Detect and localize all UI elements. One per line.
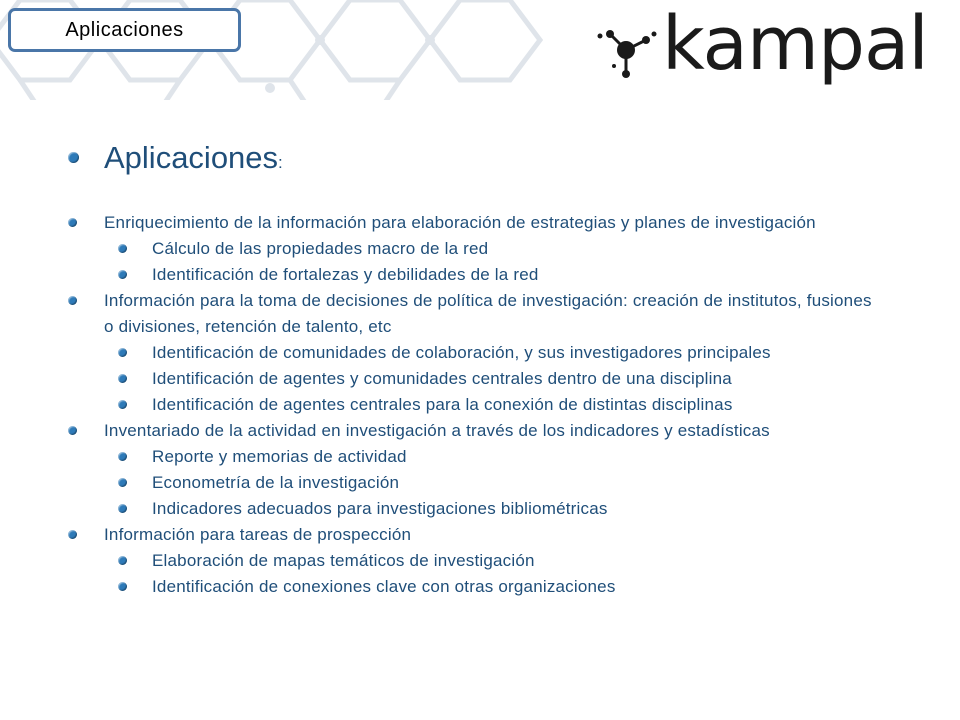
sub-list-item [68,574,872,600]
bullet-icon [68,296,77,305]
bullet-icon [118,400,127,409]
heading-colon: : [278,153,283,172]
logo-wordmark: kampal [662,1,928,87]
list-item [68,210,874,236]
sub-list-item [68,366,872,392]
sub-list-item [68,392,872,418]
list-item-text: Cálculo de las propiedades macro de la red [152,239,489,258]
list-item-text: Identificación de agentes centrales para la conexión de distintas disciplinas [152,395,733,414]
sub-list-item [68,496,872,522]
sub-list-item [68,236,872,262]
list-item [68,522,874,548]
sub-list-item [68,262,872,288]
list-item-text: Indicadores adecuados para investigaciones bibliométricas [152,499,608,518]
slide-heading [68,140,283,176]
bullet-icon [118,504,127,513]
list-item [68,288,874,340]
molecule-logo-icon [596,18,660,82]
list-item [68,418,874,444]
bullet-icon [118,556,127,565]
list-item-text: Identificación de fortalezas y debilidades de la red [152,265,539,284]
list-item-text: Enriquecimiento de la información para elaboración de estrategias y planes de investigación [104,213,816,232]
list-item-text: Identificación de comunidades de colaboración, y sus investigadores principales [152,343,771,362]
list-item-text: Elaboración de mapas temáticos de investigación [152,551,535,570]
bullet-icon [118,374,127,383]
bullet-icon [118,452,127,461]
sub-list-item [68,548,872,574]
list-item-text: Reporte y memorias de actividad [152,447,407,466]
bullet-icon [118,582,127,591]
bullet-icon [68,218,77,227]
list-item-text: Econometría de la investigación [152,473,400,492]
section-tab-text: Aplicaciones [65,18,184,41]
sub-list-item [68,444,872,470]
heading-title: Aplicaciones [104,140,279,175]
sub-list-item [68,470,872,496]
bullet-icon [68,530,77,539]
kampal-logo [596,1,941,94]
list-item-text: Identificación de agentes y comunidades centrales dentro de una disciplina [152,369,732,388]
bullet-icon [118,348,127,357]
bullet-icon [118,244,127,253]
bullet-list [68,210,948,600]
heading-bullet-icon [68,152,79,163]
bullet-icon [118,270,127,279]
list-item-text: Información para la toma de decisiones de política de investigación: creación de institutos, fusiones o divisiones, retención de talento, etc [104,291,872,336]
list-item-text: Identificación de conexiones clave con otras organizaciones [152,577,616,596]
bullet-icon [68,426,77,435]
bullet-icon [118,478,127,487]
list-item-text: Información para tareas de prospección [104,525,412,544]
section-tab-label [8,8,241,52]
list-item-text: Inventariado de la actividad en investigación a través de los indicadores y estadísticas [104,421,770,440]
sub-list-item [68,340,872,366]
